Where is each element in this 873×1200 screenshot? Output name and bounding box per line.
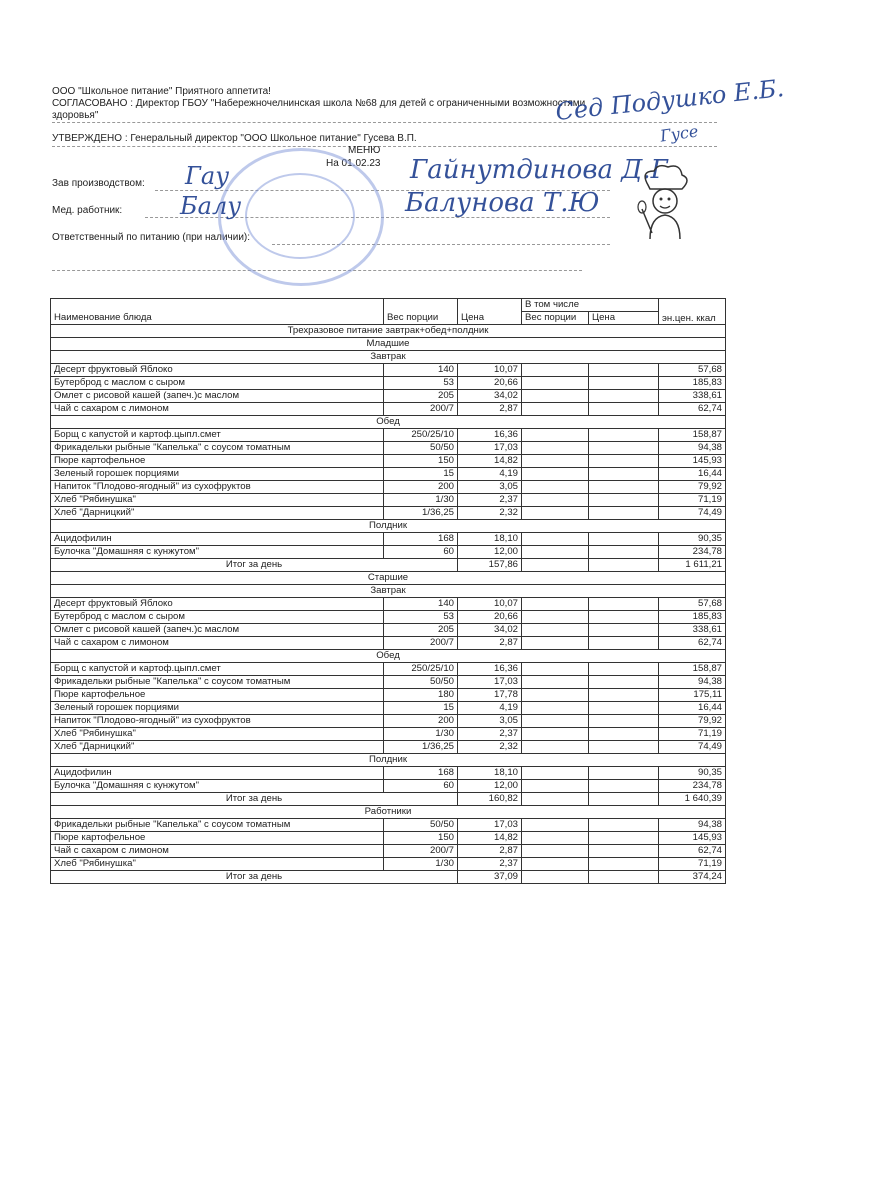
dish-weight: 53 — [384, 377, 458, 390]
empty-cell — [522, 429, 589, 442]
empty-cell — [522, 494, 589, 507]
dish-weight: 60 — [384, 780, 458, 793]
empty-cell — [589, 429, 659, 442]
dish-price: 18,10 — [458, 533, 522, 546]
dish-price: 14,82 — [458, 832, 522, 845]
empty-cell — [589, 611, 659, 624]
empty-cell — [522, 455, 589, 468]
dish-weight: 205 — [384, 624, 458, 637]
dish-weight: 1/36,25 — [384, 507, 458, 520]
dish-name: Бутерброд с маслом с сыром — [51, 377, 384, 390]
empty-cell — [522, 403, 589, 416]
dish-row — [51, 468, 726, 481]
empty-cell — [522, 741, 589, 754]
section-label: Полдник — [51, 754, 726, 767]
dish-energy: 74,49 — [659, 507, 726, 520]
dish-weight: 1/30 — [384, 858, 458, 871]
dish-energy: 94,38 — [659, 819, 726, 832]
empty-cell — [522, 533, 589, 546]
dish-price: 16,36 — [458, 663, 522, 676]
dish-row — [51, 390, 726, 403]
dish-energy: 234,78 — [659, 546, 726, 559]
dish-price: 3,05 — [458, 481, 522, 494]
dish-row — [51, 858, 726, 871]
medic-label: Мед. работник: — [52, 205, 123, 216]
dish-price: 14,82 — [458, 455, 522, 468]
dish-name: Хлеб "Дарницкий" — [51, 741, 384, 754]
empty-cell — [522, 481, 589, 494]
total-energy: 1 611,21 — [659, 559, 726, 572]
empty-cell — [522, 767, 589, 780]
dish-weight: 15 — [384, 702, 458, 715]
dish-row — [51, 819, 726, 832]
dish-weight: 250/25/10 — [384, 429, 458, 442]
dish-name: Чай с сахаром с лимоном — [51, 637, 384, 650]
empty-cell — [589, 845, 659, 858]
dish-energy: 90,35 — [659, 767, 726, 780]
section-row — [51, 585, 726, 598]
dish-row — [51, 715, 726, 728]
medic-name-signature: Балунова Т.Ю — [405, 188, 600, 218]
dish-price: 17,03 — [458, 676, 522, 689]
section-row — [51, 806, 726, 819]
dish-price: 12,00 — [458, 780, 522, 793]
section-label: Завтрак — [51, 585, 726, 598]
dish-weight: 50/50 — [384, 819, 458, 832]
empty-cell — [522, 832, 589, 845]
dish-price: 2,37 — [458, 858, 522, 871]
dish-row — [51, 689, 726, 702]
section-row — [51, 351, 726, 364]
dish-price: 2,37 — [458, 494, 522, 507]
dish-name: Бутерброд с маслом с сыром — [51, 611, 384, 624]
empty-cell — [589, 559, 659, 572]
dish-name: Ацидофилин — [51, 767, 384, 780]
responsible-label: Ответственный по питанию (при наличии): — [52, 232, 251, 243]
dish-name: Фрикадельки рыбные "Капелька" с соусом томатным — [51, 676, 384, 689]
dish-weight: 205 — [384, 390, 458, 403]
dish-energy: 79,92 — [659, 481, 726, 494]
empty-cell — [589, 624, 659, 637]
empty-cell — [522, 390, 589, 403]
col-header-including: В том числе — [522, 299, 659, 312]
dish-price: 2,87 — [458, 403, 522, 416]
empty-cell — [522, 598, 589, 611]
empty-cell — [589, 819, 659, 832]
dish-weight: 60 — [384, 546, 458, 559]
dish-energy: 145,93 — [659, 832, 726, 845]
dish-price: 2,37 — [458, 728, 522, 741]
dish-weight: 140 — [384, 598, 458, 611]
dish-weight: 168 — [384, 767, 458, 780]
total-price: 160,82 — [458, 793, 522, 806]
dish-energy: 90,35 — [659, 533, 726, 546]
dish-weight: 150 — [384, 455, 458, 468]
section-label: Обед — [51, 650, 726, 663]
empty-cell — [522, 507, 589, 520]
total-price: 37,09 — [458, 871, 522, 884]
section-label: Завтрак — [51, 351, 726, 364]
col-header-energy: эн.цен. ккал — [659, 299, 726, 325]
empty-cell — [522, 819, 589, 832]
dish-name: Омлет с рисовой кашей (запеч.)с маслом — [51, 624, 384, 637]
table-header-row — [51, 299, 726, 312]
dish-weight: 200 — [384, 481, 458, 494]
dish-name: Зеленый горошек порциями — [51, 702, 384, 715]
empty-cell — [589, 442, 659, 455]
dish-energy: 16,44 — [659, 468, 726, 481]
dish-weight: 200/7 — [384, 637, 458, 650]
dish-weight: 53 — [384, 611, 458, 624]
dish-name: Ацидофилин — [51, 533, 384, 546]
dish-energy: 338,61 — [659, 624, 726, 637]
dish-energy: 175,11 — [659, 689, 726, 702]
dish-name: Пюре картофельное — [51, 832, 384, 845]
dish-price: 17,03 — [458, 442, 522, 455]
divider — [52, 122, 717, 123]
col-header-inc-weight: Вес порции — [522, 312, 589, 325]
menu-title: МЕНЮ — [348, 145, 381, 156]
empty-cell — [522, 468, 589, 481]
dish-price: 17,78 — [458, 689, 522, 702]
section-label: Полдник — [51, 520, 726, 533]
empty-cell — [589, 663, 659, 676]
section-row — [51, 520, 726, 533]
dish-name: Хлеб "Рябинушка" — [51, 728, 384, 741]
dish-row — [51, 702, 726, 715]
empty-cell — [589, 637, 659, 650]
production-name-signature: Гайнутдинова Д.Г — [410, 155, 668, 185]
empty-cell — [522, 845, 589, 858]
dish-weight: 140 — [384, 364, 458, 377]
dish-name: Булочка "Домашняя с кунжутом" — [51, 780, 384, 793]
empty-cell — [589, 728, 659, 741]
dish-price: 20,66 — [458, 377, 522, 390]
section-label: Обед — [51, 416, 726, 429]
dish-row — [51, 637, 726, 650]
dish-row — [51, 377, 726, 390]
empty-cell — [589, 767, 659, 780]
empty-cell — [589, 676, 659, 689]
dish-price: 10,07 — [458, 364, 522, 377]
dish-name: Омлет с рисовой кашей (запеч.)с маслом — [51, 390, 384, 403]
total-row — [51, 793, 726, 806]
empty-cell — [522, 676, 589, 689]
dish-row — [51, 832, 726, 845]
empty-cell — [589, 780, 659, 793]
dish-name: Напиток "Плодово-ягодный" из сухофруктов — [51, 481, 384, 494]
dish-name: Зеленый горошек порциями — [51, 468, 384, 481]
empty-cell — [522, 611, 589, 624]
dish-energy: 62,74 — [659, 845, 726, 858]
dish-row — [51, 442, 726, 455]
dish-price: 34,02 — [458, 624, 522, 637]
production-initials-signature: Гау — [185, 162, 230, 190]
dish-price: 2,32 — [458, 741, 522, 754]
divider — [52, 146, 717, 147]
dish-price: 16,36 — [458, 429, 522, 442]
empty-cell — [589, 689, 659, 702]
dish-row — [51, 403, 726, 416]
dish-row — [51, 676, 726, 689]
col-header-weight: Вес порции — [384, 299, 458, 325]
section-label: Трехразовое питание завтрак+обед+полдник — [51, 325, 726, 338]
dish-weight: 200/7 — [384, 845, 458, 858]
dish-row — [51, 429, 726, 442]
approved-signature: Гусе — [658, 121, 700, 146]
col-header-inc-price: Цена — [589, 312, 659, 325]
dish-row — [51, 481, 726, 494]
total-label: Итог за день — [51, 559, 458, 572]
section-row — [51, 754, 726, 767]
dish-energy: 234,78 — [659, 780, 726, 793]
dish-weight: 50/50 — [384, 442, 458, 455]
dish-price: 20,66 — [458, 611, 522, 624]
agreed-line: СОГЛАСОВАНО : Директор ГБОУ "Набережночелнинская школа №68 для детей с ограниченными возможностями — [52, 98, 586, 109]
dish-row — [51, 767, 726, 780]
empty-cell — [589, 871, 659, 884]
approved-line: УТВЕРЖДЕНО : Генеральный директор "ООО Школьное питание" Гусева В.П. — [52, 133, 417, 144]
chef-logo-icon — [636, 163, 694, 241]
total-label: Итог за день — [51, 871, 458, 884]
total-price: 157,86 — [458, 559, 522, 572]
dish-name: Фрикадельки рыбные "Капелька" с соусом томатным — [51, 819, 384, 832]
dish-price: 2,87 — [458, 845, 522, 858]
empty-cell — [589, 390, 659, 403]
dish-energy: 79,92 — [659, 715, 726, 728]
empty-cell — [589, 832, 659, 845]
total-row — [51, 871, 726, 884]
dish-energy: 158,87 — [659, 663, 726, 676]
empty-cell — [589, 455, 659, 468]
dish-row — [51, 845, 726, 858]
dish-price: 2,87 — [458, 637, 522, 650]
dish-energy: 94,38 — [659, 442, 726, 455]
dish-energy: 74,49 — [659, 741, 726, 754]
total-label: Итог за день — [51, 793, 458, 806]
dish-row — [51, 728, 726, 741]
dish-name: Пюре картофельное — [51, 455, 384, 468]
total-row — [51, 559, 726, 572]
dish-name: Борщ с капустой и картоф.цыпл.смет — [51, 429, 384, 442]
dish-price: 17,03 — [458, 819, 522, 832]
empty-cell — [522, 559, 589, 572]
dish-row — [51, 598, 726, 611]
col-header-name: Наименование блюда — [51, 299, 384, 325]
empty-cell — [589, 377, 659, 390]
empty-cell — [522, 793, 589, 806]
dish-energy: 94,38 — [659, 676, 726, 689]
section-label: Работники — [51, 806, 726, 819]
empty-cell — [589, 598, 659, 611]
dish-energy: 338,61 — [659, 390, 726, 403]
section-label: Младшие — [51, 338, 726, 351]
empty-cell — [589, 494, 659, 507]
dish-row — [51, 507, 726, 520]
dish-energy: 57,68 — [659, 364, 726, 377]
total-energy: 374,24 — [659, 871, 726, 884]
dish-energy: 71,19 — [659, 728, 726, 741]
dish-name: Чай с сахаром с лимоном — [51, 403, 384, 416]
empty-cell — [522, 715, 589, 728]
section-row — [51, 338, 726, 351]
dish-weight: 1/30 — [384, 494, 458, 507]
dish-name: Чай с сахаром с лимоном — [51, 845, 384, 858]
dish-energy: 62,74 — [659, 403, 726, 416]
dish-price: 2,32 — [458, 507, 522, 520]
empty-cell — [522, 663, 589, 676]
dish-energy: 185,83 — [659, 611, 726, 624]
dish-row — [51, 546, 726, 559]
empty-cell — [589, 507, 659, 520]
dish-row — [51, 663, 726, 676]
empty-cell — [522, 780, 589, 793]
dish-name: Хлеб "Рябинушка" — [51, 494, 384, 507]
empty-cell — [522, 728, 589, 741]
dish-price: 4,19 — [458, 468, 522, 481]
section-row — [51, 416, 726, 429]
empty-cell — [589, 533, 659, 546]
dish-row — [51, 364, 726, 377]
dish-energy: 57,68 — [659, 598, 726, 611]
dish-weight: 200/7 — [384, 403, 458, 416]
dish-price: 18,10 — [458, 767, 522, 780]
dish-energy: 62,74 — [659, 637, 726, 650]
dish-energy: 158,87 — [659, 429, 726, 442]
dish-row — [51, 611, 726, 624]
agreed-line-cont: здоровья" — [52, 110, 99, 121]
dish-name: Напиток "Плодово-ягодный" из сухофруктов — [51, 715, 384, 728]
dish-row — [51, 624, 726, 637]
empty-cell — [522, 377, 589, 390]
section-label: Старшие — [51, 572, 726, 585]
dish-weight: 150 — [384, 832, 458, 845]
dish-price: 12,00 — [458, 546, 522, 559]
dish-weight: 200 — [384, 715, 458, 728]
company-line: ООО "Школьное питание" Приятного аппетита! — [52, 86, 271, 97]
dish-weight: 168 — [384, 533, 458, 546]
section-row — [51, 572, 726, 585]
dish-price: 4,19 — [458, 702, 522, 715]
empty-cell — [589, 793, 659, 806]
empty-cell — [589, 858, 659, 871]
empty-cell — [522, 702, 589, 715]
section-row — [51, 650, 726, 663]
section-row — [51, 325, 726, 338]
empty-cell — [589, 403, 659, 416]
empty-cell — [589, 364, 659, 377]
empty-cell — [522, 624, 589, 637]
production-head-label: Зав производством: — [52, 178, 145, 189]
medic-initials-signature: Балу — [180, 192, 242, 220]
empty-cell — [589, 702, 659, 715]
dish-name: Хлеб "Рябинушка" — [51, 858, 384, 871]
dish-price: 34,02 — [458, 390, 522, 403]
dish-row — [51, 455, 726, 468]
empty-cell — [522, 858, 589, 871]
dish-price: 3,05 — [458, 715, 522, 728]
dish-row — [51, 741, 726, 754]
dish-weight: 180 — [384, 689, 458, 702]
dish-name: Булочка "Домашняя с кунжутом" — [51, 546, 384, 559]
dish-name: Десерт фруктовый Яблоко — [51, 364, 384, 377]
total-energy: 1 640,39 — [659, 793, 726, 806]
dish-weight: 15 — [384, 468, 458, 481]
dish-energy: 71,19 — [659, 494, 726, 507]
dish-name: Десерт фруктовый Яблоко — [51, 598, 384, 611]
empty-cell — [522, 871, 589, 884]
dish-row — [51, 780, 726, 793]
dish-name: Хлеб "Дарницкий" — [51, 507, 384, 520]
empty-cell — [522, 637, 589, 650]
empty-cell — [589, 741, 659, 754]
dish-name: Фрикадельки рыбные "Капелька" с соусом томатным — [51, 442, 384, 455]
dish-name: Пюре картофельное — [51, 689, 384, 702]
empty-cell — [589, 546, 659, 559]
empty-cell — [589, 715, 659, 728]
dish-price: 10,07 — [458, 598, 522, 611]
dish-energy: 145,93 — [659, 455, 726, 468]
dish-row — [51, 533, 726, 546]
empty-cell — [522, 689, 589, 702]
dish-weight: 1/36,25 — [384, 741, 458, 754]
dish-row — [51, 494, 726, 507]
dish-energy: 16,44 — [659, 702, 726, 715]
dish-weight: 250/25/10 — [384, 663, 458, 676]
menu-date: На 01.02.23 — [326, 158, 381, 169]
dish-name: Борщ с капустой и картоф.цыпл.смет — [51, 663, 384, 676]
empty-cell — [522, 364, 589, 377]
dish-energy: 185,83 — [659, 377, 726, 390]
dish-weight: 50/50 — [384, 676, 458, 689]
menu-table — [50, 298, 726, 884]
director-signature: Сед Подушко Е.Б. — [554, 74, 786, 126]
dish-energy: 71,19 — [659, 858, 726, 871]
round-stamp — [218, 148, 384, 286]
dish-weight: 1/30 — [384, 728, 458, 741]
empty-cell — [589, 481, 659, 494]
empty-cell — [589, 468, 659, 481]
empty-cell — [522, 442, 589, 455]
col-header-price: Цена — [458, 299, 522, 325]
empty-cell — [522, 546, 589, 559]
